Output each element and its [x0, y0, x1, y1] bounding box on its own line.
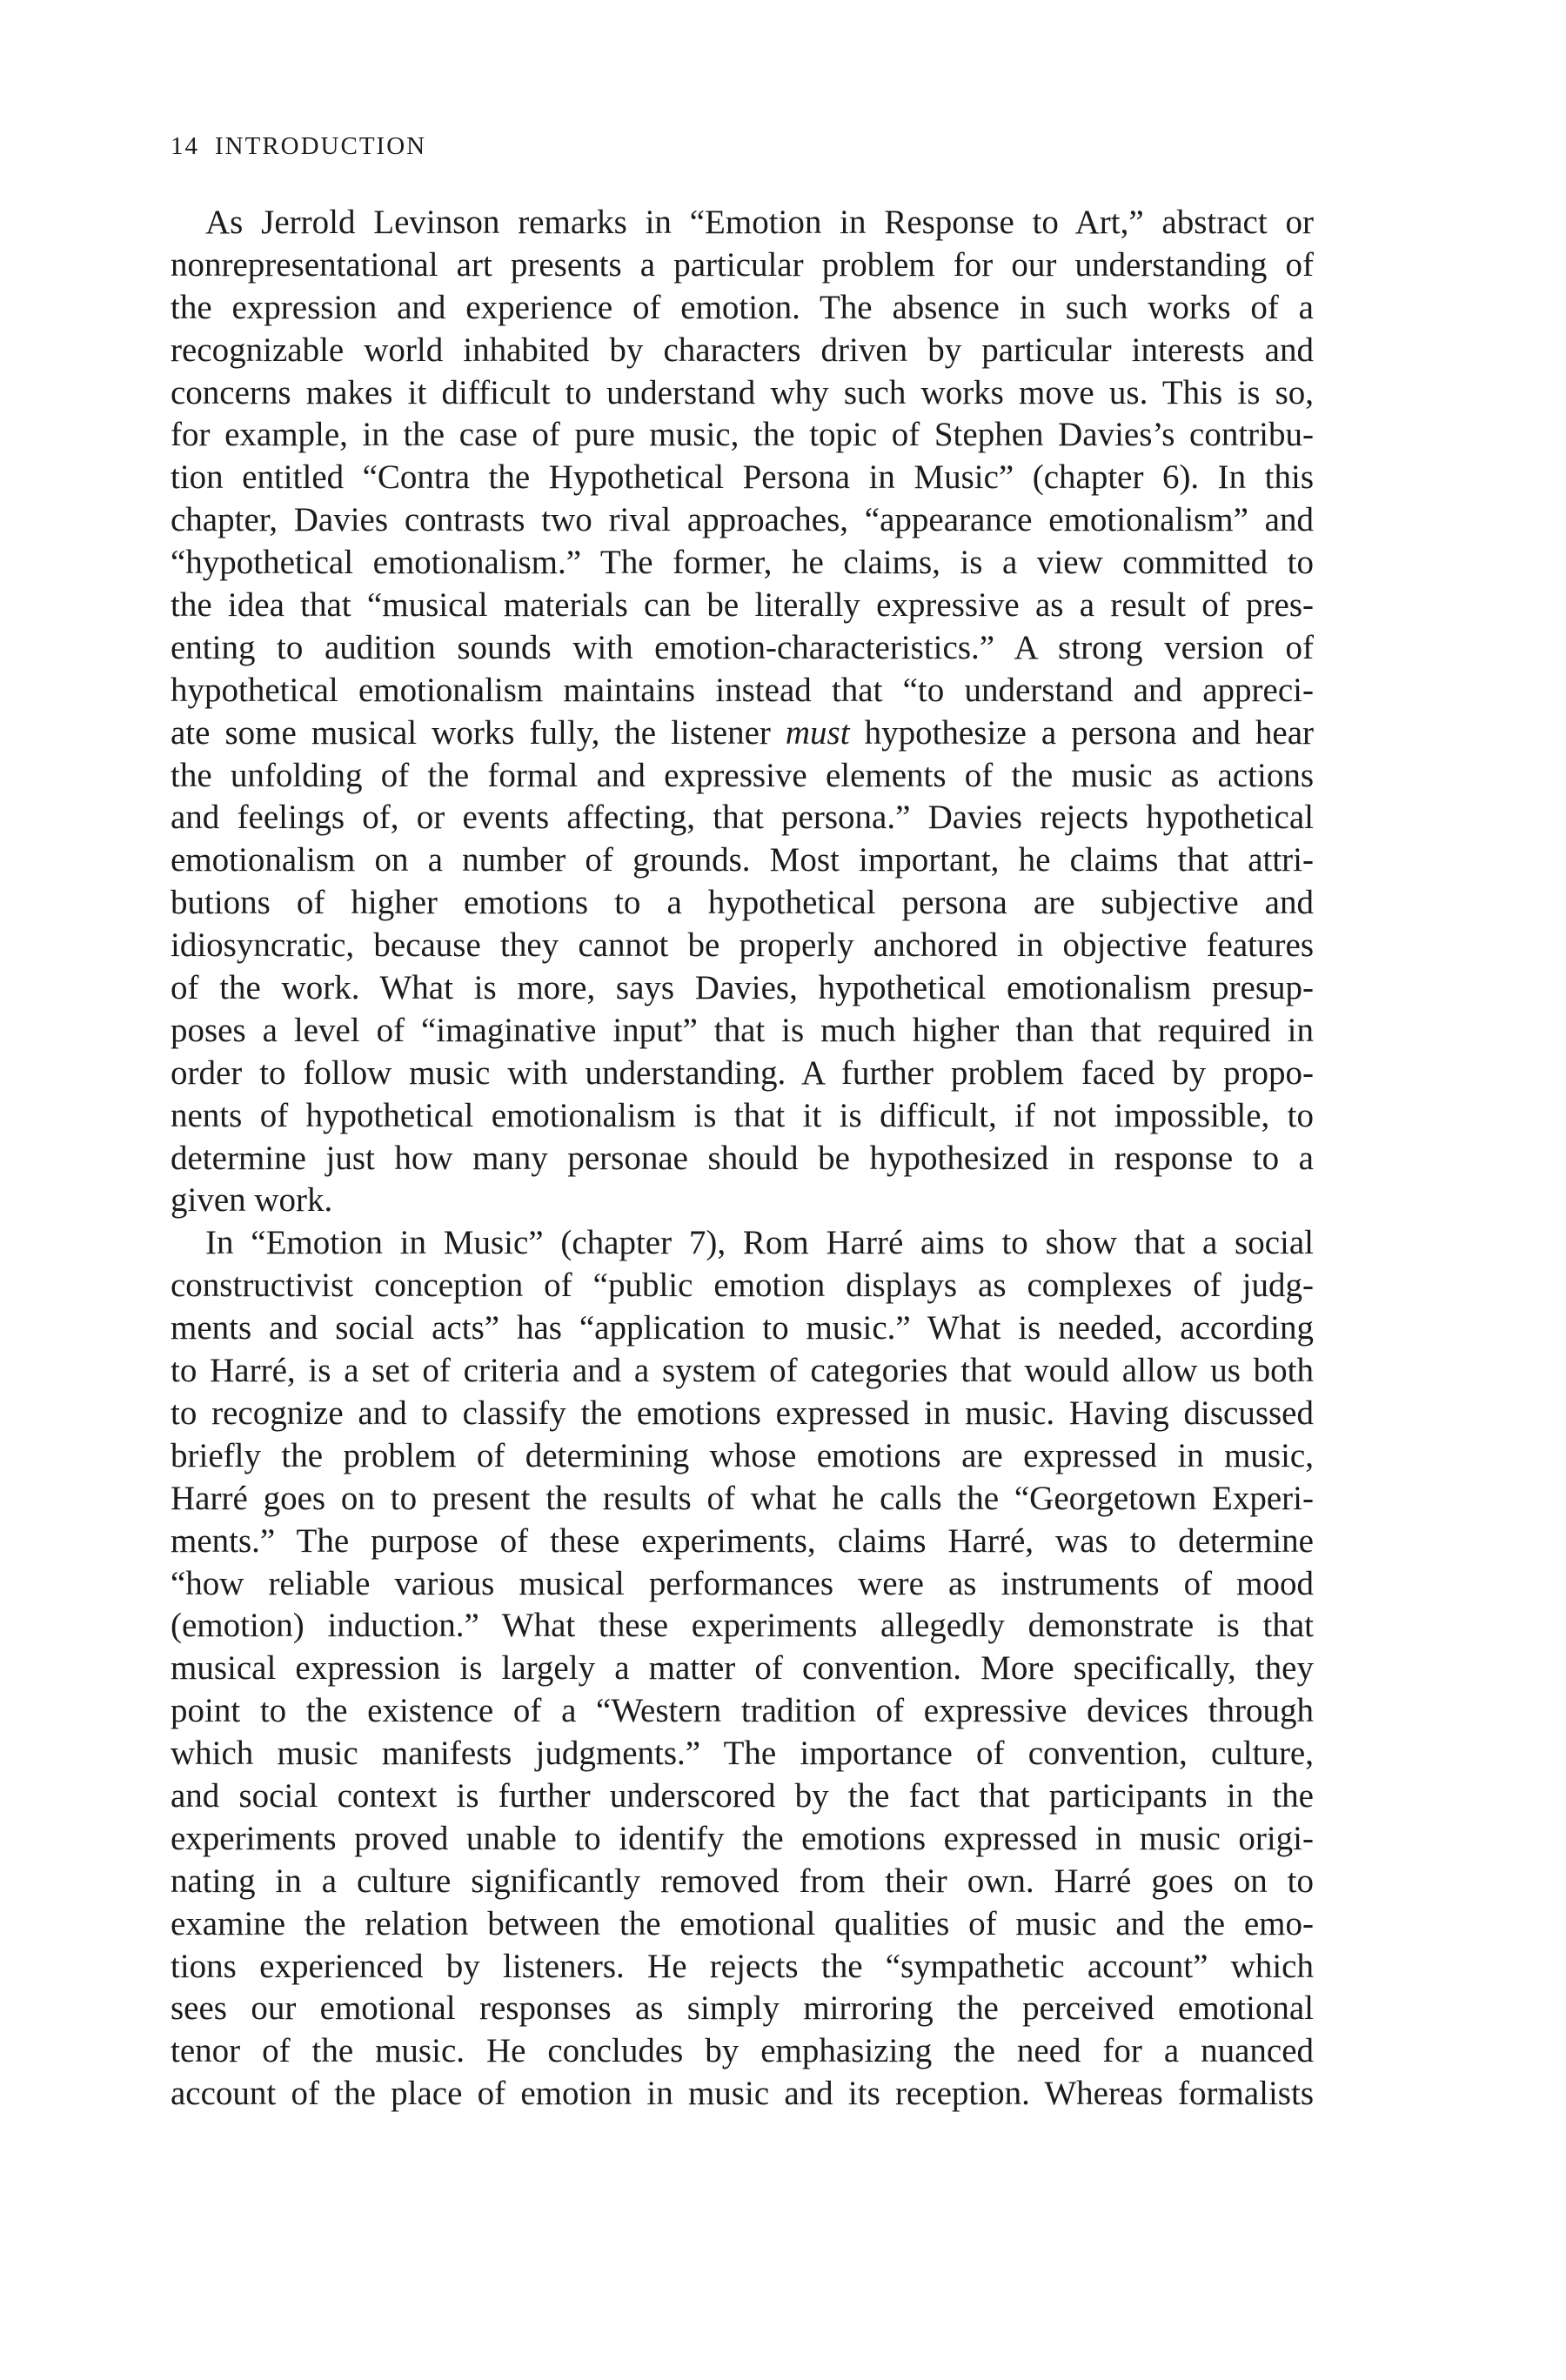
text-line: briefly the problem of determining whose emotions are expressed in music,: [171, 1436, 1314, 1474]
text-line: ments and social acts” has “application to music.” What is needed, according: [171, 1309, 1314, 1347]
text-line: examine the relation between the emotional qualities of music and the emo-: [171, 1904, 1314, 1942]
text-line: to recognize and to classify the emotions expressed in music. Having discussed: [171, 1394, 1314, 1432]
paragraph-harre: [171, 1222, 1314, 2116]
text-line: nonrepresentational art presents a particular problem for our understanding of: [171, 245, 1314, 284]
text-line: the unfolding of the formal and expressive elements of the music as actions: [171, 756, 1314, 794]
text-line: for example, in the case of pure music, the topic of Stephen Davies’s contribu-: [171, 416, 1314, 454]
text-line: point to the existence of a “Western tradition of expressive devices through: [171, 1692, 1314, 1730]
text-line: and feelings of, or events affecting, that persona.” Davies rejects hypothetical: [171, 799, 1314, 837]
text-line: sees our emotional responses as simply mirroring the perceived emotional: [171, 1989, 1314, 2028]
text-line: idiosyncratic, because they cannot be properly anchored in objective features: [171, 926, 1314, 965]
text-line: recognizable world inhabited by characters driven by particular interests and: [171, 331, 1314, 369]
text-line: concerns makes it difficult to understand why such works move us. This is so,: [171, 373, 1314, 411]
text-line: order to follow music with understanding. A further problem faced by propo-: [171, 1053, 1314, 1092]
running-head: [171, 129, 426, 164]
text-line: enting to audition sounds with emotion-characteristics.” A strong version of: [171, 628, 1314, 666]
text-line: tion entitled “Contra the Hypothetical Persona in Music” (chapter 6). In this: [171, 458, 1314, 497]
text-line: emotionalism on a number of grounds. Most important, he claims that attri-: [171, 841, 1314, 879]
text-line: nating in a culture significantly removed from their own. Harré goes on to: [171, 1862, 1314, 1900]
text-line: musical expression is largely a matter of convention. More specifically, they: [171, 1649, 1314, 1688]
text-line: nents of hypothetical emotionalism is that it is difficult, if not impossible, to: [171, 1096, 1314, 1134]
text-line: experiments proved unable to identify the emotions expressed in music origi-: [171, 1819, 1314, 1857]
text-line: the idea that “musical materials can be literally expressive as a result of pres-: [171, 586, 1314, 625]
text-line: hypothetical emotionalism maintains instead that “to understand and appreci-: [171, 671, 1314, 709]
text-line: Harré goes on to present the results of what he calls the “Georgetown Experi-: [171, 1479, 1314, 1517]
paragraph-levinson-davies: [171, 202, 1314, 1222]
text-line: and social context is further underscored by the fact that participants in the: [171, 1776, 1314, 1815]
text-line: chapter, Davies contrasts two rival approaches, “appearance emotionalism” and: [171, 501, 1314, 539]
text-line: the expression and experience of emotion. The absence in such works of a: [171, 288, 1314, 326]
text-line: tions experienced by listeners. He rejects the “sympathetic account” which: [171, 1947, 1314, 1985]
page-number: 14: [171, 132, 199, 160]
section-title: INTRODUCTION: [215, 132, 427, 160]
text-line: to Harré, is a set of criteria and a system of categories that would allow us both: [171, 1352, 1314, 1390]
text-line: which music manifests judgments.” The importance of convention, culture,: [171, 1735, 1314, 1773]
text-line: constructivist conception of “public emotion displays as complexes of judg-: [171, 1267, 1314, 1305]
text-line: ments.” The purpose of these experiments, claims Harré, was to determine: [171, 1521, 1314, 1560]
text-line: In “Emotion in Music” (chapter 7), Rom Harré aims to show that a social: [205, 1224, 1314, 1262]
text-line: ate some musical works fully, the listener must hypothesize a persona and hear: [171, 713, 1314, 752]
text-line: given work.: [171, 1181, 333, 1220]
text-line: of the work. What is more, says Davies, hypothetical emotionalism presup-: [171, 969, 1314, 1007]
text-line: (emotion) induction.” What these experiments allegedly demonstrate is that: [171, 1607, 1314, 1645]
text-line: tenor of the music. He concludes by emphasizing the need for a nuanced: [171, 2032, 1314, 2070]
text-line: “hypothetical emotionalism.” The former, he claims, is a view committed to: [171, 544, 1314, 582]
text-line: “how reliable various musical performances were as instruments of mood: [171, 1564, 1314, 1602]
text-line: account of the place of emotion in music and its reception. Whereas formalists: [171, 2075, 1314, 2113]
text-line: As Jerrold Levinson remarks in “Emotion in Response to Art,” abstract or: [205, 204, 1314, 241]
body-text: [171, 202, 1314, 2116]
text-line: butions of higher emotions to a hypothetical persona are subjective and: [171, 884, 1314, 922]
text-line: poses a level of “imaginative input” that is much higher than that required in: [171, 1011, 1314, 1049]
text-line: determine just how many personae should be hypothesized in response to a: [171, 1139, 1314, 1177]
